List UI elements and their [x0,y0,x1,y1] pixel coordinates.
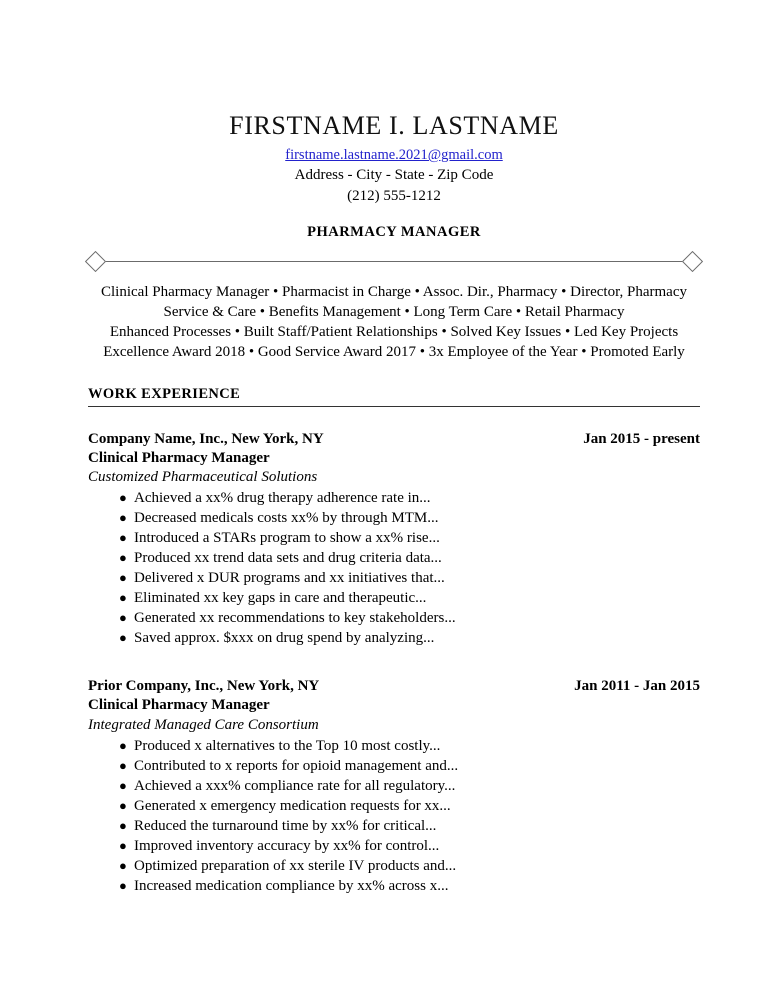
summary-line: Service & Care • Benefits Management • Long Term Care • Retail Pharmacy [163,303,625,320]
job-bullet [88,608,700,628]
job-bullet [88,628,700,648]
summary-line: Clinical Pharmacy Manager • Pharmacist in Charge • Assoc. Dir., Pharmacy • Director, Pharmacy [101,283,687,300]
job-entry [88,431,700,649]
diamond-right-icon [682,251,703,272]
job-company: Prior Company, Inc., New York, NY [88,678,320,695]
bullet-icon: ● [119,817,127,833]
job-bullet-text: Produced x alternatives to the Top 10 most costly... [134,737,441,754]
job-bullet-text: Achieved a xx% drug therapy adherence rate in... [134,490,431,507]
job-bullet [88,876,700,896]
bullet-icon: ● [119,510,127,526]
job-bullet [88,548,700,568]
bullet-icon: ● [119,837,127,853]
job-bullet-list [88,488,700,648]
resume-header [88,0,700,207]
bullet-icon: ● [119,530,127,546]
job-bullet [88,488,700,508]
section-rule [88,406,700,407]
bullet-icon: ● [119,550,127,566]
job-bullet-text: Introduced a STARs program to show a xx% rise... [134,530,440,547]
headline-job-title: PHARMACY MANAGER [307,223,481,240]
job-bullet [88,568,700,588]
bullet-icon: ● [119,797,127,813]
job-bullet-text: Delivered x DUR programs and xx initiatives that... [134,570,445,587]
job-bullet [88,736,700,756]
job-bullet [88,856,700,876]
job-bullet-text: Optimized preparation of xx sterile IV products and... [134,857,457,874]
divider-line [104,261,684,262]
job-bullet [88,528,700,548]
summary-keywords [88,282,700,362]
job-header-row [88,678,700,695]
job-dates: Jan 2015 - present [583,430,700,447]
diamond-divider [88,253,700,271]
job-header-row [88,431,700,448]
job-bullet [88,776,700,796]
bullet-icon: ● [119,777,127,793]
resume-content [88,0,700,896]
bullet-icon: ● [119,737,127,753]
full-name: FIRSTNAME I. LASTNAME [229,111,559,140]
bullet-icon: ● [119,570,127,586]
job-bullet-list [88,736,700,896]
job-dates: Jan 2011 - Jan 2015 [574,678,700,695]
job-bullet [88,508,700,528]
bullet-icon: ● [119,490,127,506]
email-link[interactable]: firstname.lastname.2021@gmail.com [285,147,503,164]
job-bullet-text: Saved approx. $xxx on drug spend by analyzing... [134,630,435,647]
bullet-icon: ● [119,877,127,893]
job-bullet-text: Generated x emergency medication requests for xx... [134,797,451,814]
job-bullet-text: Increased medication compliance by xx% across x... [134,877,449,894]
job-bullet-text: Achieved a xxx% compliance rate for all regulatory... [134,777,456,794]
work-experience-section [88,386,700,896]
job-bullet [88,796,700,816]
job-role: Clinical Pharmacy Manager [88,697,270,714]
bullet-icon: ● [119,610,127,626]
job-role: Clinical Pharmacy Manager [88,449,270,466]
job-bullet [88,588,700,608]
job-bullet-text: Contributed to x reports for opioid management and... [134,757,459,774]
job-tagline: Customized Pharmaceutical Solutions [88,468,318,485]
job-entry [88,678,700,896]
summary-line: Enhanced Processes • Built Staff/Patient Relationships • Solved Key Issues • Led Key Projects [109,323,679,340]
diamond-left-icon [85,251,106,272]
job-bullet [88,756,700,776]
job-bullet-text: Reduced the turnaround time by xx% for critical... [134,817,437,834]
address-line: Address - City - State - Zip Code [294,167,494,184]
job-bullet-text: Improved inventory accuracy by xx% for control... [134,837,440,854]
bullet-icon: ● [119,857,127,873]
job-bullet-text: Produced xx trend data sets and drug criteria data... [134,550,442,567]
job-bullet-text: Decreased medicals costs xx% by through MTM... [134,510,439,527]
job-bullet-text: Generated xx recommendations to key stakeholders... [134,610,456,627]
section-title: WORK EXPERIENCE [88,385,241,402]
job-bullet [88,836,700,856]
job-company: Company Name, Inc., New York, NY [88,430,324,447]
email-line [88,145,700,165]
job-tagline: Integrated Managed Care Consortium [88,716,319,733]
summary-line: Excellence Award 2018 • Good Service Award 2017 • 3x Employee of the Year • Promoted Early [103,343,685,360]
bullet-icon: ● [119,630,127,646]
job-bullet-text: Eliminated xx key gaps in care and therapeutic... [134,590,427,607]
phone-line: (212) 555-1212 [347,187,441,204]
bullet-icon: ● [119,757,127,773]
job-bullet [88,816,700,836]
bullet-icon: ● [119,590,127,606]
